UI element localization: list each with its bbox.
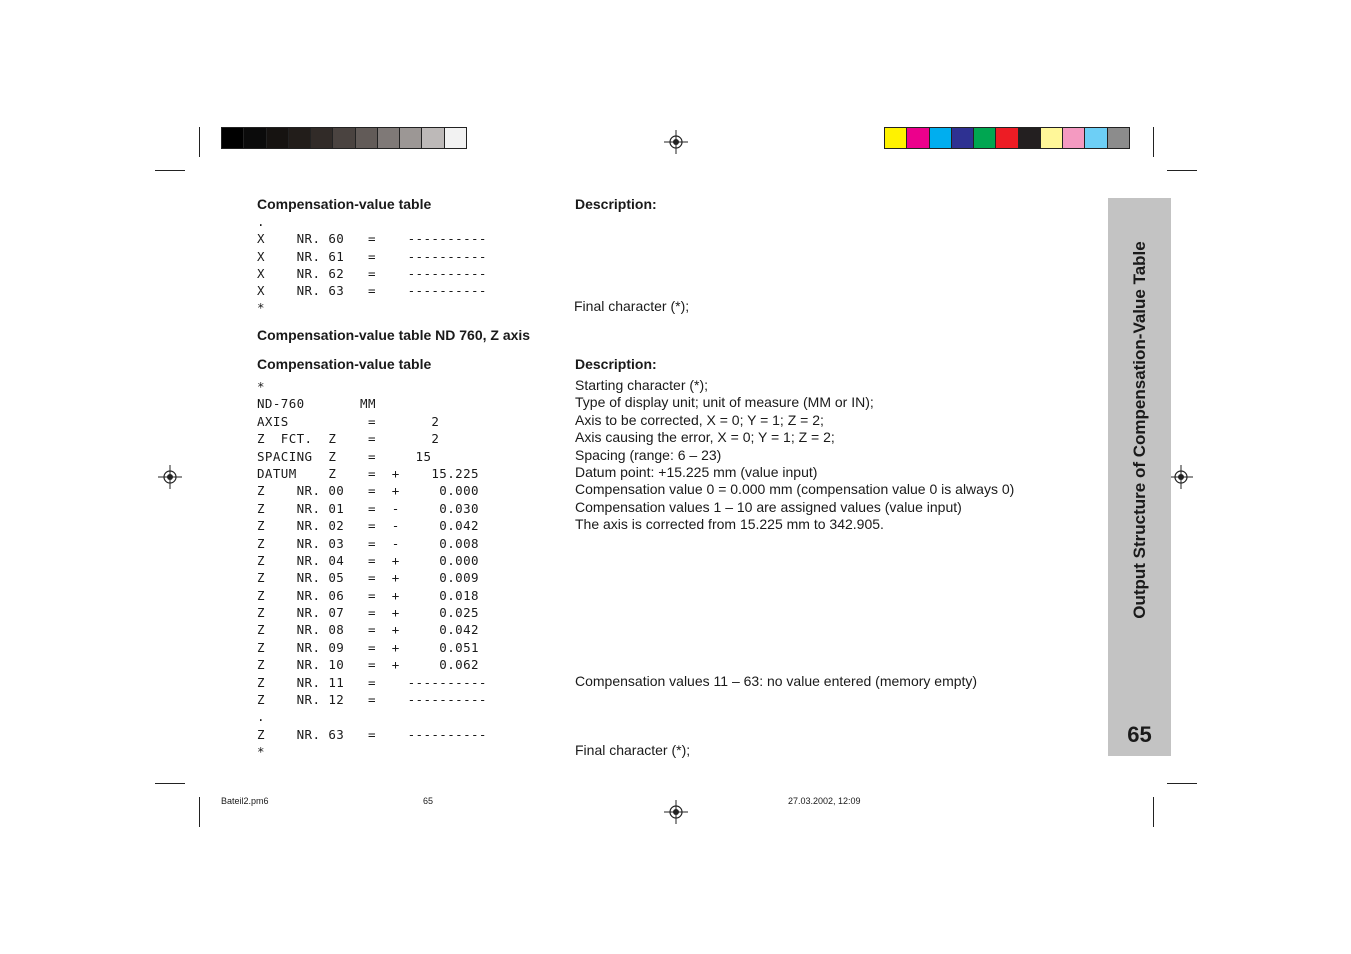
section2-final-description: Final character (*); <box>575 742 691 758</box>
code-line: Z NR. 07 = + 0.025 <box>257 605 479 621</box>
color-control-bar <box>884 127 1130 149</box>
code-line: ND-760 MM <box>257 396 376 412</box>
code-line: Z NR. 05 = + 0.009 <box>257 570 479 586</box>
gray-swatch <box>311 128 333 148</box>
description-line: Datum point: +15.225 mm (value input) <box>575 463 818 480</box>
description-line: The axis is corrected from 15.225 mm to 342.905. <box>575 516 884 533</box>
color-swatch <box>952 128 974 148</box>
gray-swatch <box>400 128 422 148</box>
section2-code-block <box>257 378 487 761</box>
footer-datetime: 27.03.2002, 12:09 <box>788 796 861 806</box>
code-line: Z NR. 02 = - 0.042 <box>257 518 479 534</box>
color-swatch <box>974 128 996 148</box>
code-line: Z NR. 03 = - 0.008 <box>257 535 479 551</box>
code-line: SPACING Z = 15 <box>257 448 432 464</box>
description-line: Axis to be corrected, X = 0; Y = 1; Z = 2; <box>575 411 824 428</box>
crop-mark <box>1167 783 1197 784</box>
section2-right-header: Description: <box>575 356 657 372</box>
crop-mark <box>1153 797 1154 827</box>
code-line: . <box>257 214 265 229</box>
chapter-title: Output Structure of Compensation-Value Table <box>1129 241 1149 619</box>
gray-swatch <box>445 128 466 148</box>
chapter-title-wrap <box>1118 210 1162 650</box>
gray-swatch <box>378 128 400 148</box>
code-line: Z FCT. Z = 2 <box>257 431 440 447</box>
color-swatch <box>1019 128 1041 148</box>
registration-mark-icon <box>158 465 182 489</box>
code-line: Z NR. 11 = ---------- <box>257 674 487 690</box>
section1-code-block <box>257 213 487 317</box>
gray-scale-bar <box>221 127 467 149</box>
section2-empty-description: Compensation values 11 – 63: no value entered (memory empty) <box>575 673 978 689</box>
code-line: * <box>257 744 265 760</box>
crop-mark <box>1167 170 1197 171</box>
gray-swatch <box>244 128 266 148</box>
code-line: X NR. 60 = ---------- <box>257 231 487 247</box>
section2-description-list <box>575 377 1014 534</box>
color-swatch <box>1063 128 1085 148</box>
section1-final-description: Final character (*); <box>574 298 690 314</box>
code-line: . <box>257 709 265 725</box>
color-swatch <box>930 128 952 148</box>
code-line: * <box>257 300 265 316</box>
code-line: * <box>257 379 265 394</box>
code-line: Z NR. 10 = + 0.062 <box>257 657 479 673</box>
color-swatch <box>907 128 929 148</box>
code-line: Z NR. 08 = + 0.042 <box>257 622 479 638</box>
code-line: Z NR. 00 = + 0.000 <box>257 483 479 499</box>
code-line: X NR. 61 = ---------- <box>257 248 487 264</box>
crop-mark <box>155 170 185 171</box>
crop-mark <box>199 797 200 827</box>
code-line: Z NR. 09 = + 0.051 <box>257 639 479 655</box>
description-line: Axis causing the error, X = 0; Y = 1; Z = 2; <box>575 429 835 446</box>
code-line: X NR. 62 = ---------- <box>257 265 487 281</box>
crop-mark <box>1153 127 1154 157</box>
color-swatch <box>885 128 907 148</box>
color-swatch <box>1041 128 1063 148</box>
description-line: Starting character (*); <box>575 377 709 393</box>
code-line: Z NR. 04 = + 0.000 <box>257 552 479 568</box>
code-line: X NR. 63 = ---------- <box>257 283 487 299</box>
description-line: Spacing (range: 6 – 23) <box>575 446 722 463</box>
registration-mark-icon <box>664 130 688 154</box>
crop-mark <box>155 783 185 784</box>
color-swatch <box>996 128 1018 148</box>
code-line: AXIS = 2 <box>257 413 440 429</box>
description-line: Compensation value 0 = 0.000 mm (compensation value 0 is always 0) <box>575 481 1015 498</box>
code-line: Z NR. 63 = ---------- <box>257 726 487 742</box>
color-swatch <box>1085 128 1107 148</box>
section2-left-header: Compensation-value table <box>257 356 432 372</box>
crop-mark <box>199 127 200 157</box>
code-line: Z NR. 01 = - 0.030 <box>257 500 479 516</box>
gray-swatch <box>422 128 444 148</box>
section2-title: Compensation-value table ND 760, Z axis <box>257 327 531 343</box>
code-line: Z NR. 06 = + 0.018 <box>257 587 479 603</box>
description-line: Compensation values 1 – 10 are assigned values (value input) <box>575 498 962 515</box>
footer-file: Bateil2.pm6 <box>221 796 269 806</box>
section1-right-header: Description: <box>575 196 657 212</box>
gray-swatch <box>356 128 378 148</box>
footer-page: 65 <box>423 796 434 806</box>
description-line: Type of display unit; unit of measure (MM or IN); <box>575 394 874 411</box>
registration-mark-icon <box>664 800 688 824</box>
page-number: 65 <box>1127 722 1152 747</box>
gray-swatch <box>289 128 311 148</box>
chapter-tab <box>1108 198 1171 756</box>
gray-swatch <box>333 128 355 148</box>
section1-left-header: Compensation-value table <box>257 196 432 212</box>
code-line: Z NR. 12 = ---------- <box>257 692 487 708</box>
gray-swatch <box>222 128 244 148</box>
registration-mark-icon <box>1169 465 1193 489</box>
color-swatch <box>1108 128 1129 148</box>
code-line: DATUM Z = + 15.225 <box>257 465 479 481</box>
gray-swatch <box>267 128 289 148</box>
